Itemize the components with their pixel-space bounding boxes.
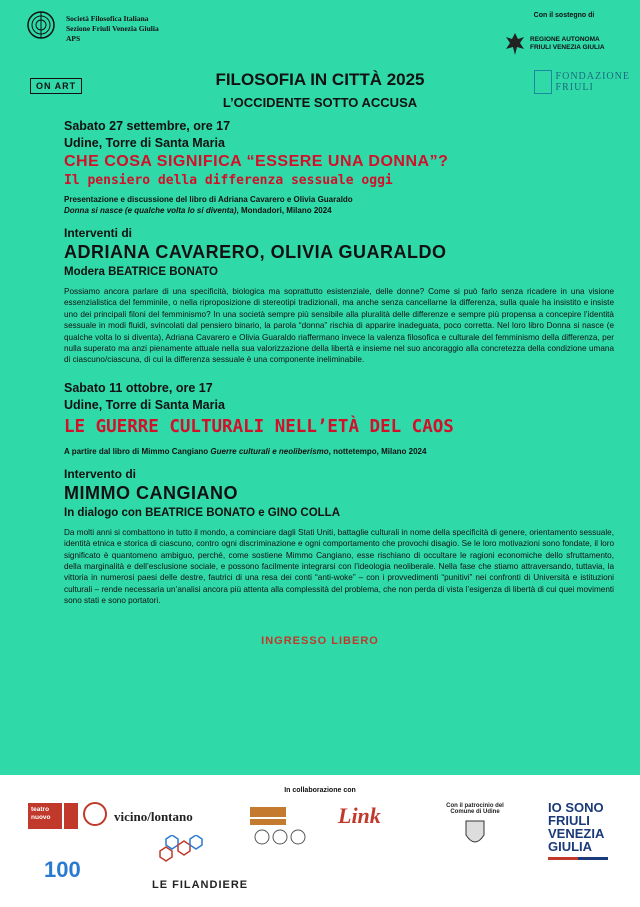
speaker: MIMMO CANGIANO <box>64 482 238 503</box>
fondazione-line: FRIULI <box>555 82 594 93</box>
event-description: Da molti anni si combattono in tutto il mondo, a cominciare dagli Stati Uniti, battaglie culturali in nome della specificità di genere, orientamento sessuale, identità etnica e storica di ciascuno, contro ogni discriminazione e ogni comportamento che provochi disagio. Se le loro motivazioni sono fondate, il loro significato è quantomeno ambiguo, perché, come sostiene Mimmo Cangiano, esse rischiano di occultare le ragioni economiche dello sfruttamento, della marginalità e dell’esclusione sociale, e possono facilmente integrarsi con l’ideologia neoliberale. Nella fase che stiamo attraversando, tuttavia, la vittoria in numerosi paesi delle destre, fautrici di una resa dei conti “anti-woke” – con i provvedimenti “punitivi” nei confronti di Università e istituzioni culturali – rende necessaria un’analisi ancora più attenta alla complessità del problema, che non perda di vista l’esigenza di libertà di cui quei movimenti sono stati e sono portatori. <box>64 527 614 606</box>
patrocinio-line: Con il patrocinio del <box>446 803 504 809</box>
filandiere-pattern-icon <box>156 835 216 865</box>
presentation-prefix: A partire dal libro di Mimmo Cangiano <box>64 446 211 456</box>
moderator: Modera BEATRICE BONATO <box>64 266 218 278</box>
event-title: CHE COSA SIGNIFICA “ESSERE UNA DONNA”? <box>64 153 449 170</box>
iosono-line: VENEZIA <box>548 826 605 841</box>
society-line: APS <box>66 34 81 43</box>
event-place: Udine, Torre di Santa Maria <box>64 397 225 412</box>
society-block <box>26 10 159 44</box>
event-2 <box>64 380 614 607</box>
speakers-label: Interventi di <box>64 226 133 240</box>
content <box>0 118 640 607</box>
event-place: Udine, Torre di Santa Maria <box>64 136 225 150</box>
region-line: REGIONE AUTONOMA <box>530 36 600 43</box>
event-title: LE GUERRE CULTURALI NELL’ETÀ DEL CAOS <box>64 416 454 437</box>
book-line <box>64 205 614 216</box>
book-publisher: , nottetempo, Milano 2024 <box>328 446 427 456</box>
event-date: Sabato 11 ottobre, ore 17 <box>64 380 213 395</box>
society-line: Sezione Friuli Venezia Giulia <box>66 24 159 33</box>
teatro-line: nuovo <box>31 814 51 821</box>
support-block <box>504 12 624 57</box>
presentation-line: Presentazione e discussione del libro di Adriana Cavarero e Olivia Guaraldo <box>64 195 353 204</box>
patrocinio-block <box>440 803 510 851</box>
main-subtitle: L’OCCIDENTE SOTTO ACCUSA <box>222 95 418 110</box>
presentation-line <box>64 446 614 457</box>
fondazione-line: FONDAZIONE <box>555 71 630 82</box>
event-description: Possiamo ancora parlare di una specificità, biologica ma soprattutto esistenziale, delle donne? Come si può farlo senza ricadere in una visione essenzialistica del femminile, o nella riproposizione di stereotipi tradizionali, ma anche senza cancellarne la differenza, sulla quale ha insistito e insiste uno dei principali filoni del femminismo? In una società sempre più sensibile alla pluralità delle differenze e sempre più propensa a concepire l’identità sessuale in modi fluidi, svincolati dal pensiero binario, la parola “donna” rischia di apparire inadeguata, poco corretta. Nel loro libro Donna si nasce (e qualche volta lo si diventa), Adriana Cavarero e Olivia Guaraldo riaffermano invece la valenza filosofica e culturale del femminismo della differenza, per nulla superato ma anzi pienamente attuale nella sua valorizzazione della libertà e insieme nel suo ancoraggio alla concretezza della condizione umana di ciascuno/ciascuna, di cui la differenza sessuale è una componente ineliminabile. <box>64 287 614 365</box>
speakers: ADRIANA CAVARERO, OLIVIA GUARALDO <box>64 242 447 262</box>
iosono-line: IO SONO <box>548 800 604 815</box>
io-sono-fvg-logo <box>548 801 608 860</box>
support-label: Con il sostegno di <box>533 12 595 19</box>
event-subtitle: Il pensiero della differenza sessuale oggi <box>64 173 393 188</box>
dialog-line: In dialogo con BEATRICE BONATO e GINO COLLA <box>64 506 340 519</box>
patrocinio-line: Comune di Udine <box>450 809 500 815</box>
teatro-line: teatro <box>31 806 50 813</box>
society-logo-icon <box>26 10 56 40</box>
book-title: Guerre culturali e neoliberismo <box>210 446 329 456</box>
cento-logo: 100 <box>44 857 81 882</box>
university-logo-icon <box>250 803 320 847</box>
footer <box>0 775 640 907</box>
speaker-label: Intervento di <box>64 466 137 481</box>
book-publisher: , Mondadori, Milano 2024 <box>236 206 332 215</box>
teatro-mark-icon <box>64 803 78 829</box>
teatro-nuovo-logo <box>28 803 62 829</box>
seal-icon <box>82 801 108 827</box>
filandiere-logo: LE FILANDIERE <box>152 879 249 891</box>
event-date: Sabato 27 settembre, ore 17 <box>64 119 231 133</box>
main-title: FILOSOFIA IN CITTÀ 2025 <box>215 70 425 89</box>
free-entry: INGRESSO LIBERO <box>261 634 379 647</box>
book-title: Donna si nasce (e qualche volta lo si diventa) <box>64 206 237 215</box>
region-logo <box>504 31 624 57</box>
society-line: Società Filosofica Italiana <box>66 14 149 23</box>
onart-logo: ON ART <box>30 78 82 94</box>
comune-crest-icon <box>464 819 486 849</box>
region-line: FRIULI VENEZIA GIULIA <box>530 44 605 51</box>
collab-label: In collaborazione con <box>284 787 356 794</box>
link-logo: Link <box>338 803 381 828</box>
iosono-line: FRIULI <box>548 813 590 828</box>
vicino-lontano-logo: vicino/lontano <box>114 809 193 824</box>
iosono-line: GIULIA <box>548 839 593 854</box>
header <box>0 0 640 118</box>
eagle-icon <box>504 31 526 57</box>
event-1 <box>64 118 614 366</box>
